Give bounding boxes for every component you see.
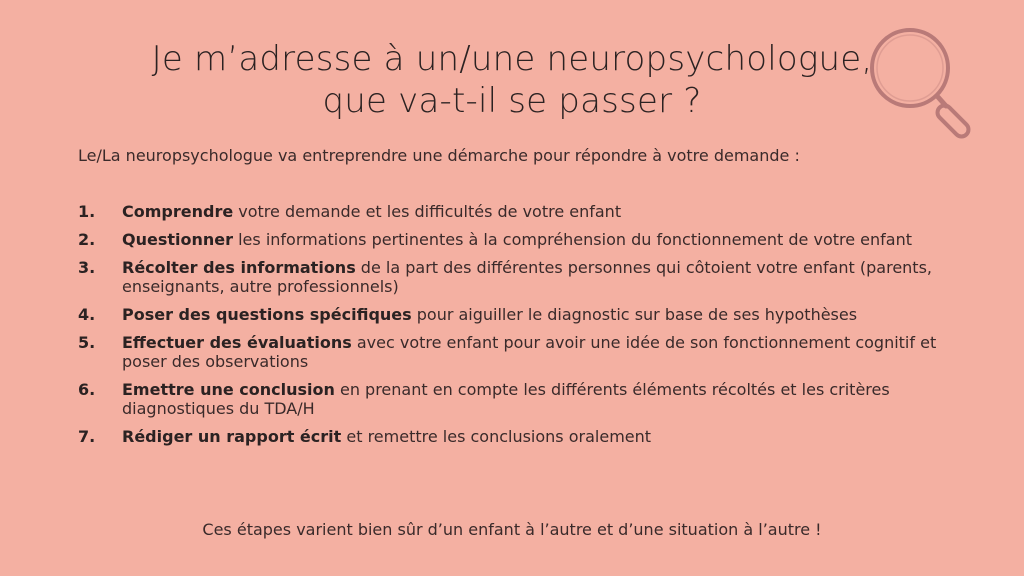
step-number: 3.: [78, 258, 96, 277]
step-description: pour aiguiller le diagnostic sur base de ses hypothèses: [411, 305, 858, 324]
step-keyword: Rédiger un rapport écrit: [122, 427, 342, 446]
step-description: avec votre enfant pour avoir une idée de son fonctionnement cognitif et poser des observations: [122, 333, 937, 371]
title-line-1: Je m’adresse à un/une neuropsychologue,: [151, 39, 873, 79]
step-text: [122, 230, 958, 249]
title-line-2: que va-t-il se passer ?: [322, 81, 702, 121]
step-item: [78, 230, 958, 249]
step-number: 7.: [78, 427, 96, 446]
step-item: [78, 305, 958, 324]
intro-text: Le/La neuropsychologue va entreprendre une démarche pour répondre à votre demande :: [78, 146, 800, 165]
step-text: [122, 258, 958, 296]
footer-note: Ces étapes varient bien sûr d’un enfant à l’autre et d’une situation à l’autre !: [202, 520, 822, 539]
steps-list: [78, 202, 958, 455]
magnifying-glass-icon: [862, 20, 982, 145]
step-number: 2.: [78, 230, 96, 249]
step-item: [78, 258, 958, 296]
step-keyword: Comprendre: [122, 202, 234, 221]
step-item: [78, 380, 958, 418]
step-description: votre demande et les difficultés de votre enfant: [233, 202, 622, 221]
step-text: [122, 427, 958, 446]
step-item: [78, 427, 958, 446]
step-description: de la part des différentes personnes qui côtoient votre enfant (parents, enseignants, autre professionnels): [122, 258, 932, 296]
step-number: 6.: [78, 380, 96, 399]
step-number: 1.: [78, 202, 96, 221]
step-description: en prenant en compte les différents éléments récoltés et les critères diagnostiques du TDA/H: [122, 380, 890, 418]
step-keyword: Questionner: [122, 230, 234, 249]
step-number: 4.: [78, 305, 96, 324]
step-text: [122, 380, 958, 418]
step-keyword: Emettre une conclusion: [122, 380, 335, 399]
step-description: les informations pertinentes à la compréhension du fonctionnement de votre enfant: [233, 230, 912, 249]
step-text: [122, 333, 958, 371]
step-keyword: Poser des questions spécifiques: [122, 305, 412, 324]
step-description: et remettre les conclusions oralement: [341, 427, 652, 446]
step-item: [78, 202, 958, 221]
step-keyword: Effectuer des évaluations: [122, 333, 352, 352]
step-text: [122, 202, 958, 221]
step-text: [122, 305, 958, 324]
step-item: [78, 333, 958, 371]
step-number: 5.: [78, 333, 96, 352]
step-keyword: Récolter des informations: [122, 258, 356, 277]
